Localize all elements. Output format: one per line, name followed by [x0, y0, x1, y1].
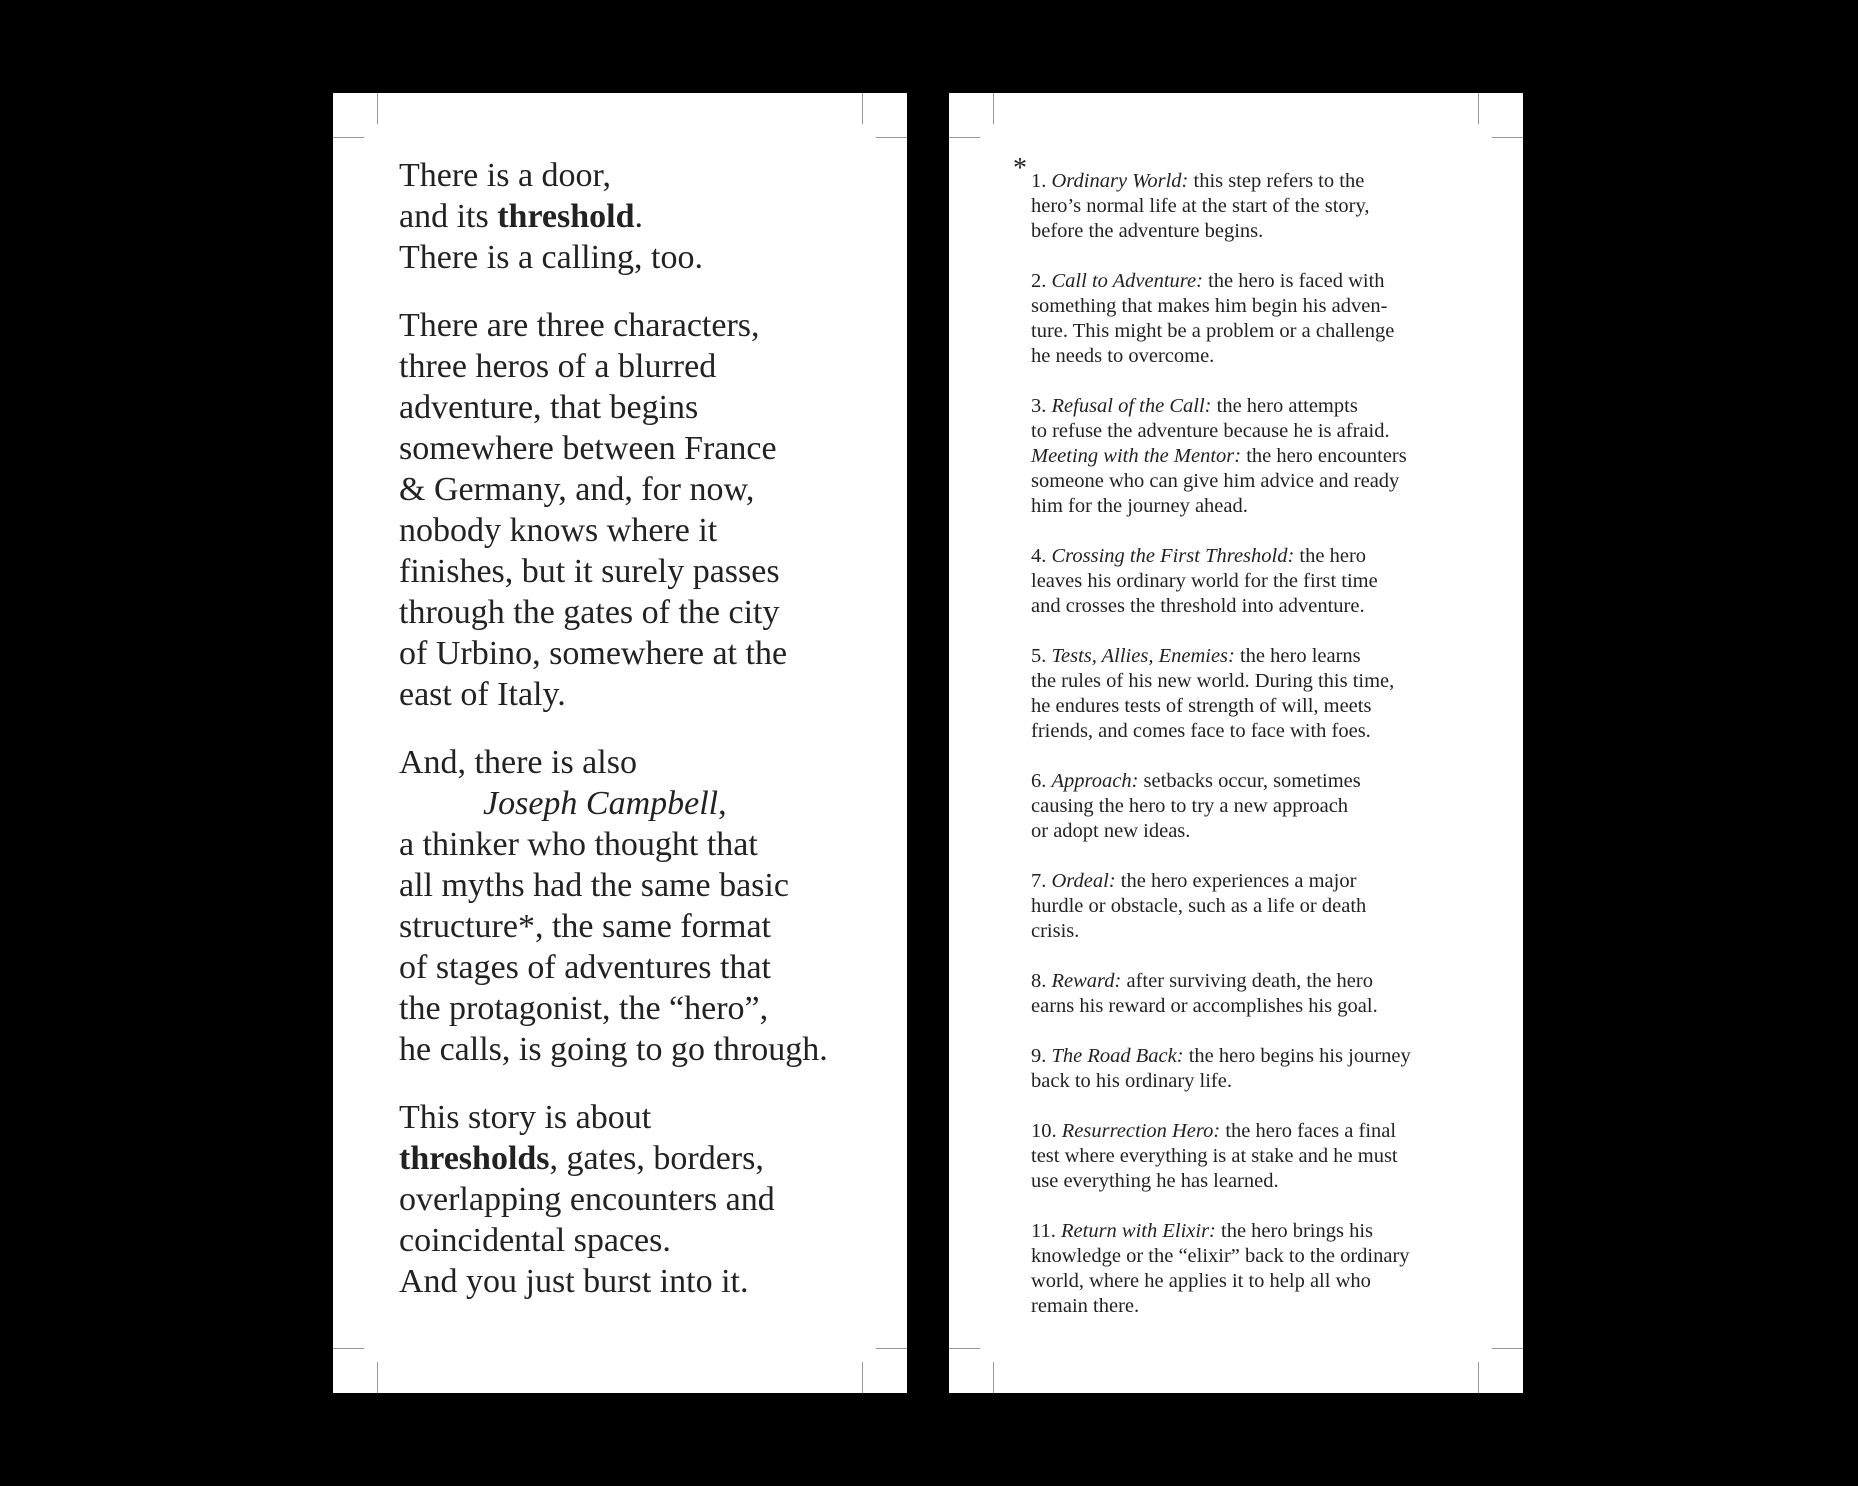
poem-text-run: . [634, 198, 644, 235]
footnote-text: knowledge or the “elixir” back to the ordinary [1031, 1245, 1410, 1267]
poem-line: through the gates of the city [399, 594, 780, 631]
footnote-line [1031, 1119, 1491, 1144]
right-page [949, 93, 1523, 1393]
footnote-text: the hero [1294, 545, 1367, 567]
footnote-text: the hero brings his [1215, 1220, 1374, 1242]
poem-line: of Urbino, somewhere at the [399, 635, 788, 672]
poem-line: he calls, is going to go through. [399, 1031, 828, 1068]
poem-line: adventure, that begins [399, 389, 699, 426]
poem-text [399, 155, 869, 1329]
footnote-line [1031, 794, 1491, 819]
footnote-text: the hero learns [1234, 645, 1361, 667]
footnote-text: after surviving death, the hero [1121, 970, 1373, 992]
footnote-text: world, where he applies it to help all who [1031, 1270, 1371, 1292]
footnote-item [1031, 1119, 1491, 1194]
footnote-line [1031, 419, 1491, 444]
footnote-text: hurdle or obstacle, such as a life or death [1031, 895, 1367, 917]
footnote-term: The Road Back: [1051, 1045, 1184, 1067]
footnote-text: ture. This might be a problem or a challenge [1031, 320, 1395, 342]
left-page [333, 93, 907, 1393]
footnote-text: back to his ordinary life. [1031, 1070, 1232, 1092]
crop-mark [993, 93, 994, 124]
author-name: Joseph Campbell [483, 785, 719, 822]
footnote-line [1031, 169, 1491, 194]
footnote-line [1031, 219, 1491, 244]
poem-line: a thinker who thought that [399, 826, 758, 863]
footnote-text: hero’s normal life at the start of the story, [1031, 195, 1370, 217]
footnote-text: remain there. [1031, 1295, 1140, 1317]
footnote-number: 7. [1031, 870, 1052, 892]
footnote-list [1031, 169, 1491, 1344]
stanza-4 [399, 1097, 869, 1302]
footnote-text: friends, and comes face to face with foes. [1031, 720, 1371, 742]
footnote-text: the hero faces a final [1220, 1120, 1397, 1142]
footnote-line [1031, 719, 1491, 744]
crop-mark [862, 93, 863, 124]
footnote-item [1031, 644, 1491, 744]
poem-line: And you just burst into it. [399, 1263, 749, 1300]
footnote-number: 11. [1031, 1220, 1061, 1242]
footnote-line [1031, 694, 1491, 719]
footnote-line [1031, 394, 1491, 419]
crop-mark [1492, 1348, 1523, 1349]
poem-line: the protagonist, the “hero”, [399, 990, 769, 1027]
poem-line: somewhere between France [399, 430, 777, 467]
footnote-line [1031, 769, 1491, 794]
footnote-asterisk: * [1013, 153, 1027, 184]
footnote-text: crisis. [1031, 920, 1080, 942]
footnote-line [1031, 194, 1491, 219]
footnote-term: Approach: [1051, 770, 1139, 792]
footnote-text: this step refers to the [1188, 170, 1365, 192]
footnote-text: the hero attempts [1211, 395, 1358, 417]
poem-line: coincidental spaces. [399, 1222, 671, 1259]
poem-line: all myths had the same basic [399, 867, 789, 904]
footnote-line [1031, 294, 1491, 319]
footnote-line [1031, 544, 1491, 569]
footnote-line [1031, 594, 1491, 619]
poem-line [399, 783, 869, 824]
footnote-line [1031, 469, 1491, 494]
footnote-line [1031, 894, 1491, 919]
footnote-text: he endures tests of strength of will, meets [1031, 695, 1372, 717]
footnote-line [1031, 344, 1491, 369]
footnote-text: the hero begins his journey [1183, 1045, 1411, 1067]
footnote-item [1031, 769, 1491, 844]
footnote-item [1031, 1219, 1491, 1319]
footnote-number: 5. [1031, 645, 1052, 667]
footnote-number: 8. [1031, 970, 1052, 992]
footnote-text: him for the journey ahead. [1031, 495, 1248, 517]
footnote-number: 9. [1031, 1045, 1052, 1067]
footnote-line [1031, 269, 1491, 294]
footnote-text: the hero encounters [1241, 445, 1407, 467]
footnote-item [1031, 544, 1491, 619]
footnote-text: causing the hero to try a new approach [1031, 795, 1349, 817]
footnote-line [1031, 869, 1491, 894]
footnote-number: 1. [1031, 170, 1052, 192]
crop-mark [949, 1348, 980, 1349]
footnote-term: Return with Elixir: [1061, 1220, 1216, 1242]
footnote-text: to refuse the adventure because he is afraid. [1031, 420, 1390, 442]
footnote-text: and crosses the threshold into adventure. [1031, 595, 1365, 617]
footnote-text: or adopt new ideas. [1031, 820, 1191, 842]
footnote-text: setbacks occur, sometimes [1138, 770, 1361, 792]
footnote-line [1031, 919, 1491, 944]
crop-mark [333, 1348, 364, 1349]
footnote-text: the hero experiences a major [1115, 870, 1357, 892]
footnote-text: the hero is faced with [1202, 270, 1385, 292]
poem-line: There are three characters, [399, 307, 760, 344]
crop-mark [993, 1362, 994, 1393]
stanza-1 [399, 155, 869, 278]
footnote-item [1031, 169, 1491, 244]
footnote-number: 6. [1031, 770, 1052, 792]
footnote-number: 10. [1031, 1120, 1062, 1142]
footnote-text: before the adventure begins. [1031, 220, 1264, 242]
poem-line: three heros of a blurred [399, 348, 717, 385]
footnote-text: leaves his ordinary world for the first time [1031, 570, 1378, 592]
poem-line [399, 196, 869, 237]
footnote-term: Refusal of the Call: [1051, 395, 1212, 417]
poem-line: structure*, the same format [399, 908, 771, 945]
footnote-line [1031, 319, 1491, 344]
poem-text-run: and its [399, 198, 498, 235]
poem-line: finishes, but it surely passes [399, 553, 780, 590]
poem-line [399, 1138, 869, 1179]
footnote-line [1031, 669, 1491, 694]
footnote-line [1031, 444, 1491, 469]
crop-mark [862, 1362, 863, 1393]
crop-mark [377, 1362, 378, 1393]
footnote-term: Resurrection Hero: [1061, 1120, 1221, 1142]
footnote-line [1031, 569, 1491, 594]
bold-word: threshold [497, 198, 635, 235]
footnote-text: something that makes him begin his adven- [1031, 295, 1388, 317]
poem-line: overlapping encounters and [399, 1181, 775, 1218]
poem-line: of stages of adventures that [399, 949, 771, 986]
crop-mark [1478, 1362, 1479, 1393]
footnote-number: 3. [1031, 395, 1052, 417]
footnote-term: Reward: [1051, 970, 1122, 992]
poem-line: nobody knows where it [399, 512, 718, 549]
footnote-line [1031, 1069, 1491, 1094]
footnote-text: use everything he has learned. [1031, 1170, 1279, 1192]
footnote-term: Tests, Allies, Enemies: [1051, 645, 1235, 667]
footnote-term: Ordeal: [1051, 870, 1116, 892]
poem-line: And, there is also [399, 744, 637, 781]
footnote-item [1031, 394, 1491, 519]
poem-text-run: , gates, borders, [549, 1140, 764, 1177]
crop-mark [1492, 137, 1523, 138]
footnote-line [1031, 994, 1491, 1019]
footnote-line [1031, 1144, 1491, 1169]
footnote-item [1031, 869, 1491, 944]
footnote-text: the rules of his new world. During this time, [1031, 670, 1395, 692]
footnote-number: 2. [1031, 270, 1052, 292]
crop-mark [377, 93, 378, 124]
footnote-term: Meeting with the Mentor: [1031, 445, 1242, 467]
footnote-line [1031, 969, 1491, 994]
crop-mark [949, 137, 980, 138]
footnote-item [1031, 1044, 1491, 1094]
footnote-term: Call to Adventure: [1051, 270, 1203, 292]
footnote-item [1031, 269, 1491, 369]
footnote-text: earns his reward or accomplishes his goal. [1031, 995, 1378, 1017]
footnote-text: test where everything is at stake and he must [1031, 1145, 1398, 1167]
crop-mark [1478, 93, 1479, 124]
footnote-line [1031, 1244, 1491, 1269]
footnote-line [1031, 1169, 1491, 1194]
footnote-item [1031, 969, 1491, 1019]
crop-mark [876, 1348, 907, 1349]
footnote-term: Crossing the First Threshold: [1051, 545, 1295, 567]
footnote-line [1031, 1269, 1491, 1294]
poem-line: east of Italy. [399, 676, 566, 713]
footnote-line [1031, 1294, 1491, 1319]
footnote-line [1031, 644, 1491, 669]
stanza-3 [399, 742, 869, 1070]
footnote-term: Ordinary World: [1051, 170, 1189, 192]
footnote-line [1031, 1044, 1491, 1069]
footnote-number: 4. [1031, 545, 1052, 567]
poem-line: This story is about [399, 1099, 652, 1136]
crop-mark [876, 137, 907, 138]
poem-line: & Germany, and, for now, [399, 471, 755, 508]
stanza-2 [399, 305, 869, 715]
footnote-line [1031, 494, 1491, 519]
poem-line: There is a door, [399, 157, 612, 194]
footnote-text: he needs to overcome. [1031, 345, 1215, 367]
crop-mark [333, 137, 364, 138]
poem-text-run: , [718, 785, 727, 822]
poem-line: There is a calling, too. [399, 239, 704, 276]
bold-word: thresholds [399, 1140, 550, 1177]
footnote-text: someone who can give him advice and ready [1031, 470, 1400, 492]
footnote-line [1031, 819, 1491, 844]
footnote-line [1031, 1219, 1491, 1244]
